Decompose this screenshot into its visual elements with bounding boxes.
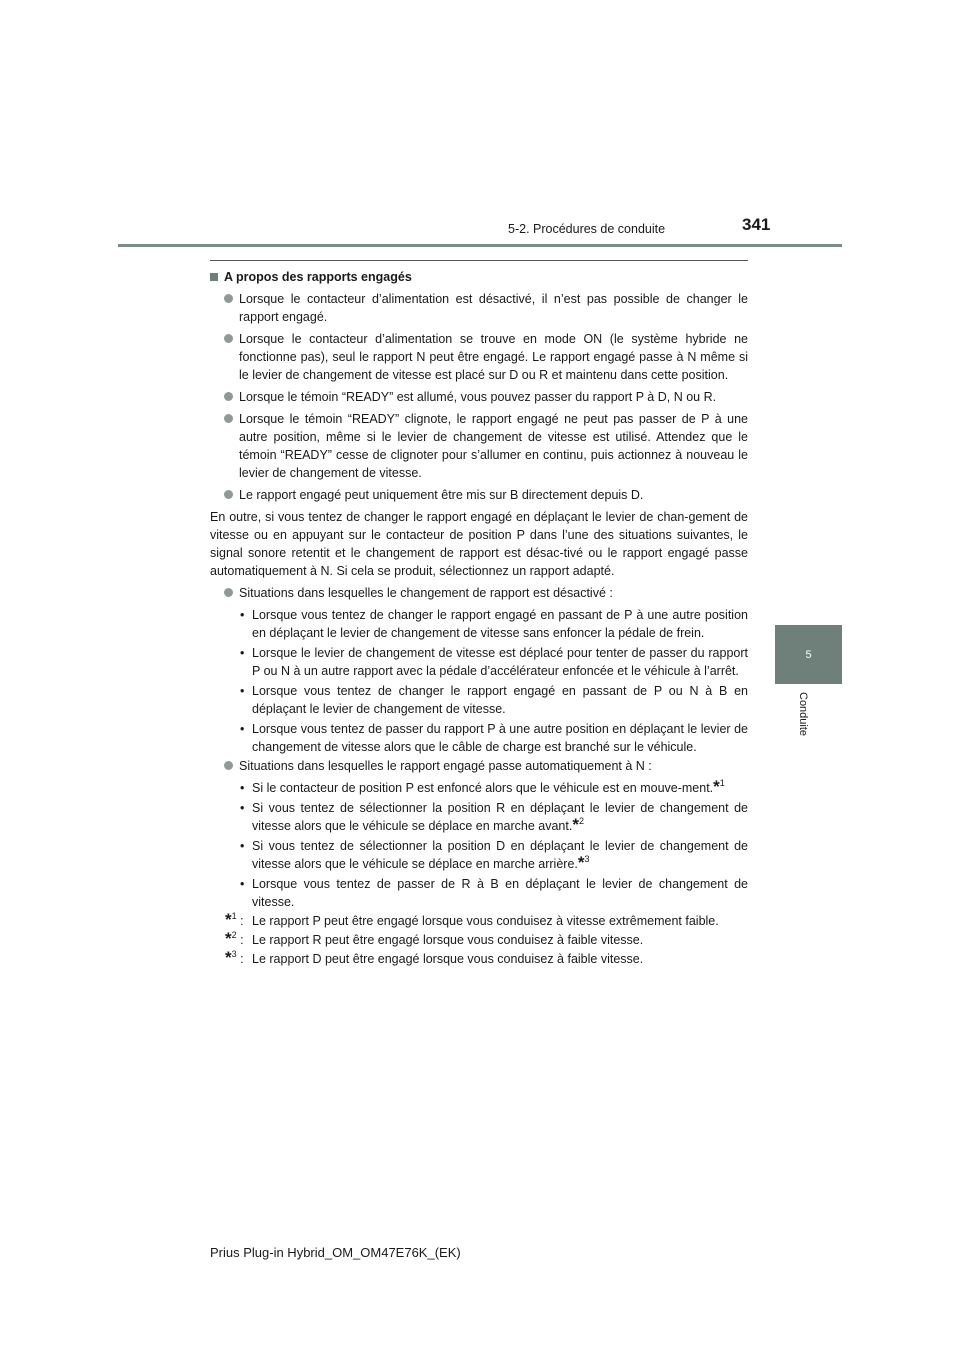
section-heading: [210, 268, 748, 286]
list-item: [210, 290, 748, 326]
sub-bullet-icon: •: [240, 684, 245, 698]
sub-bullet-icon: •: [240, 608, 245, 622]
footnote-marker: [225, 931, 244, 949]
sub-bullet-icon: •: [240, 781, 245, 795]
bullet-dot-icon: [224, 761, 233, 770]
content-divider: [210, 260, 748, 261]
list-item-text: Lorsque le contacteur d’alimentation est désactivé, il n’est pas possible de changer le rapport engagé.: [239, 292, 748, 324]
footnote-colon: :: [240, 952, 244, 966]
bullet-dot-icon: [224, 334, 233, 343]
sub-list-item-text: Lorsque vous tentez de changer le rapport engagé en passant de P à une autre position en déplaçant le levier de changement de vitesse sans enfoncer la pédale de frein.: [252, 608, 748, 640]
footnote-star-icon: *: [577, 853, 585, 872]
body-paragraph: En outre, si vous tentez de changer le rapport engagé en déplaçant le levier de chan-gement de vitesse ou en appuyant sur le contacteur de position P dans l’une des situations suivantes, le signal sonore retentit et le changement de rapport est désac-tivé ou le rapport engagé passe automatiquement à N. Si cela se produit, sélectionnez un rapport adapté.: [210, 510, 748, 578]
bullet-dot-icon: [224, 414, 233, 423]
list-item-text: Situations dans lesquelles le changement de rapport est désactivé :: [239, 586, 613, 600]
footnote-marker: [225, 950, 244, 968]
sub-list-item-text: Lorsque le levier de changement de vitesse est déplacé pour tenter de passer du rapport P ou N à un autre rapport avec la pédale d’accélérateur enfoncée et le véhicule à l’arrêt.: [252, 646, 748, 678]
footnote-number: 1: [231, 911, 237, 921]
footnote-number: 2: [231, 930, 237, 940]
sub-bullet-icon: •: [240, 646, 245, 660]
sub-list-item: [210, 720, 748, 756]
bullet-dot-icon: [224, 490, 233, 499]
chapter-number: 5: [805, 648, 812, 661]
header-divider: [118, 244, 842, 247]
list-item-text: Situations dans lesquelles le rapport engagé passe automatiquement à N :: [239, 759, 652, 773]
footnote-text: Le rapport D peut être engagé lorsque vous conduisez à faible vitesse.: [252, 952, 644, 966]
sub-list-item-text: Lorsque vous tentez de passer de R à B en déplaçant le levier de changement de vitesse.: [252, 877, 748, 909]
footnote-ref[interactable]: 1: [719, 778, 725, 788]
sub-list-item-text: Lorsque vous tentez de changer le rapport engagé en passant de P ou N à B en déplaçant le levier de changement de vitesse.: [252, 684, 748, 716]
sub-list-item: [210, 875, 748, 911]
footnote-colon: :: [240, 933, 244, 947]
chapter-label: Conduite: [797, 692, 809, 737]
chapter-tab[interactable]: [775, 625, 842, 684]
section-heading-text: A propos des rapports engagés: [224, 270, 412, 284]
footnote: [210, 931, 748, 949]
footnote-colon: :: [240, 914, 244, 928]
page-number: 341: [742, 215, 771, 234]
list-item-text: Lorsque le contacteur d’alimentation se trouve en mode ON (le système hybride ne fonctionne pas), seul le rapport N peut être engagé. Le rapport engagé passe à N même si le levier de changement de vitesse est placé sur D ou R et maintenu dans cette position.: [239, 332, 748, 382]
sub-list-item: [210, 837, 748, 873]
sub-bullet-icon: •: [240, 722, 245, 736]
sub-list-item: [210, 779, 748, 797]
footnote-star-icon: *: [225, 929, 232, 948]
list-item: [210, 330, 748, 384]
sub-list-item: [210, 606, 748, 642]
footnote-text: Le rapport R peut être engagé lorsque vous conduisez à faible vitesse.: [252, 933, 644, 947]
list-item: [210, 388, 748, 406]
footnote-ref[interactable]: 2: [578, 816, 584, 826]
sub-bullet-icon: •: [240, 801, 245, 815]
footnote-star-icon: *: [225, 910, 232, 929]
list-item: [210, 584, 748, 602]
footnote-star-icon: *: [225, 948, 232, 967]
sub-list-item: [210, 799, 748, 835]
footnote-ref[interactable]: 3: [584, 854, 590, 864]
list-item: [210, 486, 748, 504]
list-item: [210, 757, 748, 775]
footnote-star-icon: *: [713, 777, 720, 796]
list-item-text: Le rapport engagé peut uniquement être mis sur B directement depuis D.: [239, 488, 644, 502]
sub-list-item-text: Lorsque vous tentez de passer du rapport P à une autre position en déplaçant le levier de changement de vitesse alors que le câble de charge est branché sur le véhicule.: [252, 722, 748, 754]
square-bullet-icon: [210, 273, 218, 281]
sub-bullet-icon: •: [240, 877, 245, 891]
bullet-dot-icon: [224, 294, 233, 303]
list-item-text: Lorsque le témoin “READY” est allumé, vous pouvez passer du rapport P à D, N ou R.: [239, 390, 717, 404]
document-footer: Prius Plug-in Hybrid_OM_OM47E76K_(EK): [210, 1245, 461, 1260]
list-item-text: Lorsque le témoin “READY” clignote, le rapport engagé ne peut pas passer de P à une autre position, même si le levier de changement de vitesse est utilisé. Attendez que le témoin “READY” cesse de clignoter pour s’allumer en continu, puis actionnez à nouveau le levier de changement de vitesse.: [239, 412, 748, 480]
sub-list-item: [210, 644, 748, 680]
footnote: [210, 950, 748, 968]
sub-list-item-text: Si le contacteur de position P est enfoncé alors que le véhicule est en mouve-ment.: [252, 781, 714, 795]
sub-list-item-text: Si vous tentez de sélectionner la position R en déplaçant le levier de changement de vitesse alors que le véhicule se déplace en marche avant.: [252, 801, 748, 833]
sub-list-item: [210, 682, 748, 718]
sub-bullet-icon: •: [240, 839, 245, 853]
main-content: [210, 268, 748, 969]
header-section-title: 5-2. Procédures de conduite: [508, 222, 666, 236]
bullet-dot-icon: [224, 588, 233, 597]
bullet-dot-icon: [224, 392, 233, 401]
footnote-number: 3: [231, 949, 237, 959]
footnote: [210, 912, 748, 930]
sub-list-item-text: Si vous tentez de sélectionner la position D en déplaçant le levier de changement de vitesse alors que le véhicule se déplace en marche arrière.: [252, 839, 748, 871]
list-item: [210, 410, 748, 482]
footnote-marker: [225, 912, 244, 930]
footnote-star-icon: *: [572, 815, 579, 834]
footnote-text: Le rapport P peut être engagé lorsque vous conduisez à vitesse extrêmement faible.: [252, 914, 719, 928]
